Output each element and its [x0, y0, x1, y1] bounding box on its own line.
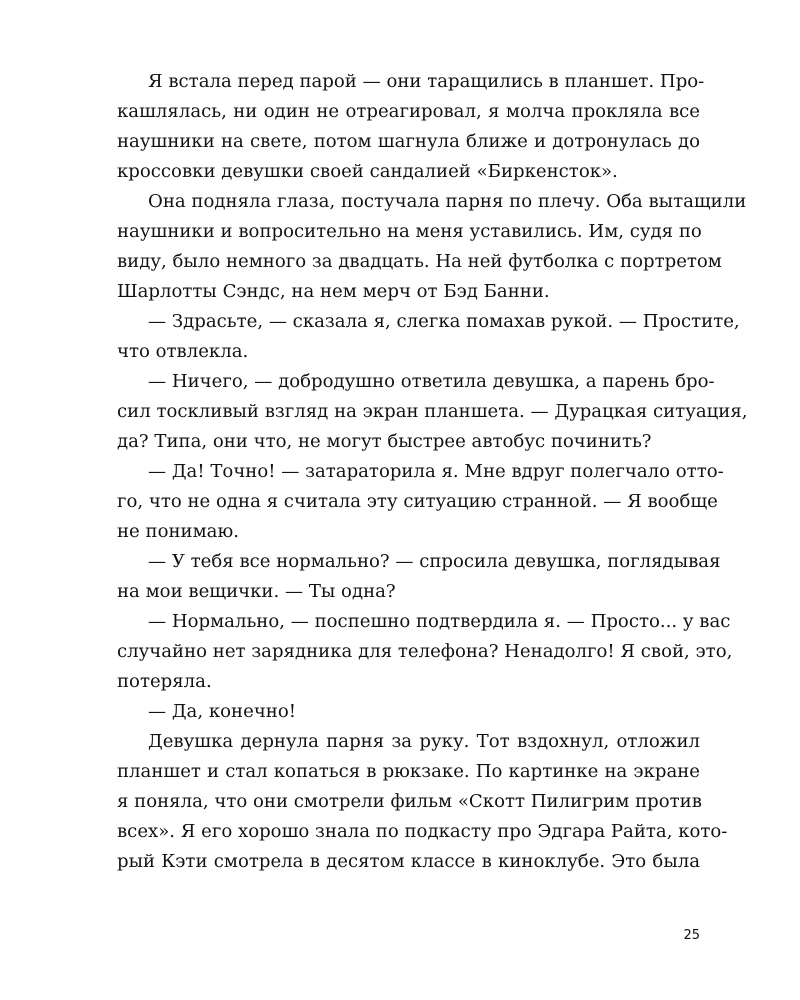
text-line: го, что не одна я считала эту ситуацию странной. — Я вообще — [117, 491, 718, 512]
text-line: наушники на свете, потом шагнула ближе и дотронулась до — [117, 131, 700, 152]
text-line: планшет и стал копаться в рюкзаке. По картинке на экране — [117, 761, 700, 782]
text-line: — Ничего, — добродушно ответила девушка, а парень бро- — [148, 371, 715, 392]
book-page-text — [117, 67, 748, 877]
text-line: — Здрасьте, — сказала я, слегка помахав рукой. — Простите, — [148, 311, 740, 332]
text-line: я поняла, что они смотрели фильм «Скотт Пилигрим против — [117, 791, 702, 812]
text-line: наушники и вопросительно на меня уставились. Им, судя по — [117, 221, 702, 242]
text-line: Она подняла глаза, постучала парня по плечу. Оба вытащили — [148, 191, 747, 212]
text-line: потеряла. — [117, 671, 212, 692]
text-line: рый Кэти смотрела в десятом классе в киноклубе. Это была — [117, 851, 700, 872]
text-line: — Да! Точно! — затараторила я. Мне вдруг полегчало отто- — [148, 461, 724, 482]
text-line: кашлялась, ни один не отреагировал, я молча прокляла все — [117, 101, 700, 122]
text-line: всех». Я его хорошо знала по подкасту про Эдгара Райта, кото- — [117, 821, 728, 842]
text-line: что отвлекла. — [117, 341, 249, 362]
text-line: кроссовки девушки своей сандалией «Биркенсток». — [117, 161, 618, 182]
text-line: — Нормально, — поспешно подтвердила я. — Просто... у вас — [148, 611, 731, 632]
text-line: на мои вещички. — Ты одна? — [117, 581, 396, 602]
text-line: — Да, конечно! — [148, 701, 297, 722]
text-line: Девушка дернула парня за руку. Тот вздохнул, отложил — [148, 731, 700, 752]
text-line: сил тоскливый взгляд на экран планшета. — Дурацкая ситуация, — [117, 401, 748, 422]
text-line: случайно нет зарядника для телефона? Ненадолго! Я свой, это, — [117, 641, 733, 662]
text-line: Я встала перед парой — они таращились в планшет. Про- — [148, 71, 705, 92]
text-line: да? Типа, они что, не могут быстрее автобус починить? — [117, 431, 652, 452]
text-line: — У тебя все нормально? — спросила девушка, поглядывая — [148, 551, 721, 572]
text-line: виду, было немного за двадцать. На ней футболка с портретом — [117, 251, 722, 272]
text-line: не понимаю. — [117, 521, 239, 542]
text-line: Шарлотты Сэндс, на нем мерч от Бэд Банни. — [117, 281, 550, 302]
page-number: 25 — [683, 928, 700, 943]
